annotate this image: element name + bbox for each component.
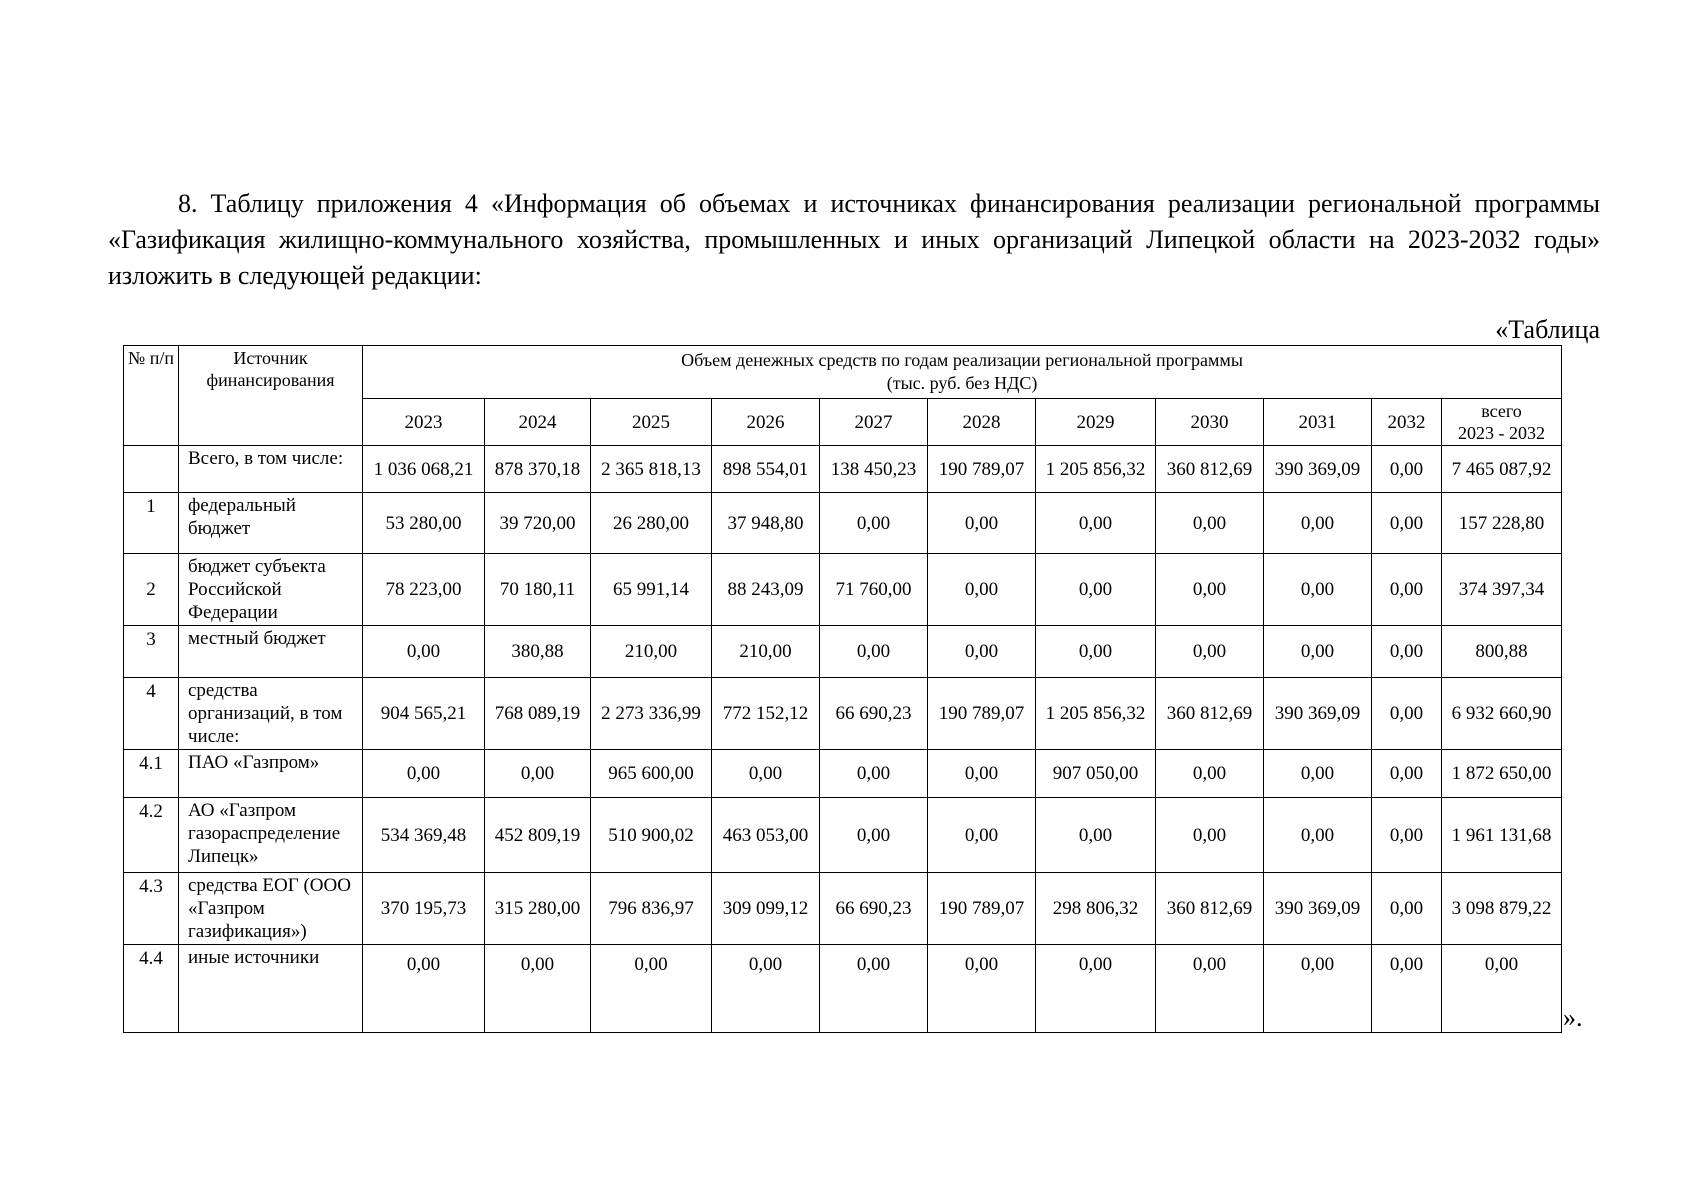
row-source: Всего, в том числе:: [179, 446, 363, 493]
value-cell: 71 760,00: [820, 554, 928, 626]
value-cell: 0,00: [1036, 945, 1156, 1033]
year-header: 2027: [820, 399, 928, 446]
value-cell: 0,00: [591, 945, 712, 1033]
value-cell: 534 369,48: [363, 798, 485, 873]
value-cell: 796 836,97: [591, 873, 712, 945]
table-row: [124, 678, 1562, 750]
value-cell: 0,00: [820, 626, 928, 678]
value-cell: 0,00: [363, 750, 485, 798]
header-volume-title: Объем денежных средств по годам реализации региональной программы: [681, 350, 1243, 370]
row-source: средства организаций, в том числе:: [179, 678, 363, 750]
value-cell: 70 180,11: [485, 554, 591, 626]
table-row: [124, 798, 1562, 873]
total-cell: 800,88: [1442, 626, 1562, 678]
value-cell: 0,00: [363, 626, 485, 678]
value-cell: 463 053,00: [712, 798, 820, 873]
value-cell: 0,00: [1036, 798, 1156, 873]
value-cell: 0,00: [1372, 873, 1442, 945]
value-cell: 210,00: [712, 626, 820, 678]
header-volume-units: (тыс. руб. без НДС): [886, 373, 1038, 393]
total-cell: 157 228,80: [1442, 493, 1562, 554]
value-cell: 390 369,09: [1264, 678, 1372, 750]
value-cell: 878 370,18: [485, 446, 591, 493]
value-cell: 965 600,00: [591, 750, 712, 798]
value-cell: 0,00: [1156, 626, 1264, 678]
value-cell: 0,00: [1156, 493, 1264, 554]
value-cell: 360 812,69: [1156, 678, 1264, 750]
value-cell: 0,00: [928, 554, 1036, 626]
table-row: [124, 493, 1562, 554]
year-header: 2024: [485, 399, 591, 446]
value-cell: 0,00: [1264, 750, 1372, 798]
value-cell: 0,00: [1372, 945, 1442, 1033]
total-cell: 0,00: [1442, 945, 1562, 1033]
value-cell: 360 812,69: [1156, 873, 1264, 945]
header-num: № п/п: [124, 346, 179, 446]
value-cell: 0,00: [1372, 678, 1442, 750]
value-cell: 360 812,69: [1156, 446, 1264, 493]
value-cell: 904 565,21: [363, 678, 485, 750]
value-cell: 0,00: [485, 750, 591, 798]
value-cell: 0,00: [928, 750, 1036, 798]
year-header: 2026: [712, 399, 820, 446]
total-cell: 1 872 650,00: [1442, 750, 1562, 798]
value-cell: 2 365 818,13: [591, 446, 712, 493]
value-cell: 65 991,14: [591, 554, 712, 626]
year-header: 2025: [591, 399, 712, 446]
value-cell: 0,00: [363, 945, 485, 1033]
value-cell: 0,00: [485, 945, 591, 1033]
value-cell: 1 036 068,21: [363, 446, 485, 493]
value-cell: 0,00: [1372, 798, 1442, 873]
value-cell: 370 195,73: [363, 873, 485, 945]
header-volume: [363, 346, 1562, 399]
value-cell: 53 280,00: [363, 493, 485, 554]
value-cell: 907 050,00: [1036, 750, 1156, 798]
header-source: Источник финансирования: [179, 346, 363, 446]
value-cell: 138 450,23: [820, 446, 928, 493]
value-cell: 298 806,32: [1036, 873, 1156, 945]
value-cell: 380,88: [485, 626, 591, 678]
value-cell: 0,00: [712, 945, 820, 1033]
value-cell: 2 273 336,99: [591, 678, 712, 750]
value-cell: 210,00: [591, 626, 712, 678]
value-cell: 78 223,00: [363, 554, 485, 626]
value-cell: 510 900,02: [591, 798, 712, 873]
value-cell: 0,00: [928, 798, 1036, 873]
year-header: 2028: [928, 399, 1036, 446]
row-number: 4.1: [124, 750, 179, 798]
table-row: [124, 554, 1562, 626]
row-number: 4: [124, 678, 179, 750]
table-row: [124, 626, 1562, 678]
value-cell: 0,00: [928, 626, 1036, 678]
value-cell: 190 789,07: [928, 873, 1036, 945]
row-source: ПАО «Газпром»: [179, 750, 363, 798]
value-cell: 390 369,09: [1264, 873, 1372, 945]
value-cell: 0,00: [1372, 493, 1442, 554]
value-cell: 0,00: [1264, 798, 1372, 873]
value-cell: 0,00: [928, 945, 1036, 1033]
value-cell: 0,00: [1372, 554, 1442, 626]
row-source: иные источники: [179, 945, 363, 1033]
table-row: [124, 873, 1562, 945]
value-cell: 1 205 856,32: [1036, 446, 1156, 493]
row-number: [124, 446, 179, 493]
value-cell: 390 369,09: [1264, 446, 1372, 493]
value-cell: 315 280,00: [485, 873, 591, 945]
total-cell: 374 397,34: [1442, 554, 1562, 626]
row-number: 4.4: [124, 945, 179, 1033]
total-cell: 3 098 879,22: [1442, 873, 1562, 945]
row-source: средства ЕОГ (ООО «Газпром газификация»): [179, 873, 363, 945]
value-cell: 0,00: [1372, 750, 1442, 798]
value-cell: 0,00: [1156, 798, 1264, 873]
value-cell: 0,00: [1264, 554, 1372, 626]
year-header: 2023: [363, 399, 485, 446]
value-cell: 0,00: [1156, 750, 1264, 798]
value-cell: 0,00: [928, 493, 1036, 554]
table-row: [124, 750, 1562, 798]
value-cell: 0,00: [820, 945, 928, 1033]
value-cell: 1 205 856,32: [1036, 678, 1156, 750]
total-cell: 7 465 087,92: [1442, 446, 1562, 493]
value-cell: 768 089,19: [485, 678, 591, 750]
value-cell: 0,00: [1036, 626, 1156, 678]
row-number: 3: [124, 626, 179, 678]
value-cell: 190 789,07: [928, 446, 1036, 493]
value-cell: 0,00: [1156, 554, 1264, 626]
value-cell: 0,00: [1264, 493, 1372, 554]
year-header: 2029: [1036, 399, 1156, 446]
row-source: местный бюджет: [179, 626, 363, 678]
value-cell: 452 809,19: [485, 798, 591, 873]
value-cell: 0,00: [1372, 446, 1442, 493]
financing-table: [123, 345, 1562, 1033]
intro-paragraph: 8. Таблицу приложения 4 «Информация об объемах и источниках финансирования реализации региональной программы «Газификация жилищно-коммунального хозяйства, промышленных и иных организаций Липецкой области на 2023-2032 годы» изложить в следующей редакции:: [108, 189, 1600, 290]
value-cell: 898 554,01: [712, 446, 820, 493]
value-cell: 0,00: [1036, 493, 1156, 554]
value-cell: 190 789,07: [928, 678, 1036, 750]
row-number: 4.2: [124, 798, 179, 873]
table-row: [124, 945, 1562, 1033]
value-cell: 772 152,12: [712, 678, 820, 750]
value-cell: 88 243,09: [712, 554, 820, 626]
row-source: федеральный бюджет: [179, 493, 363, 554]
value-cell: 66 690,23: [820, 873, 928, 945]
table-label: «Таблица: [1495, 315, 1600, 344]
total-header-label: всего: [1481, 401, 1522, 421]
table-row: [124, 446, 1562, 493]
value-cell: 26 280,00: [591, 493, 712, 554]
year-header: 2031: [1264, 399, 1372, 446]
value-cell: 0,00: [1264, 626, 1372, 678]
value-cell: 0,00: [1156, 945, 1264, 1033]
value-cell: 0,00: [1036, 554, 1156, 626]
value-cell: 0,00: [1372, 626, 1442, 678]
year-header: 2030: [1156, 399, 1264, 446]
row-number: 2: [124, 554, 179, 626]
value-cell: 0,00: [820, 798, 928, 873]
closing-quote: ».: [1563, 1003, 1583, 1032]
total-cell: 6 932 660,90: [1442, 678, 1562, 750]
row-source: АО «Газпром газораспределение Липецк»: [179, 798, 363, 873]
total-header: [1442, 399, 1562, 446]
row-source: бюджет субъекта Российской Федерации: [179, 554, 363, 626]
value-cell: 0,00: [820, 493, 928, 554]
value-cell: 0,00: [820, 750, 928, 798]
row-number: 4.3: [124, 873, 179, 945]
value-cell: 309 099,12: [712, 873, 820, 945]
value-cell: 0,00: [712, 750, 820, 798]
value-cell: 37 948,80: [712, 493, 820, 554]
value-cell: 66 690,23: [820, 678, 928, 750]
value-cell: 39 720,00: [485, 493, 591, 554]
total-cell: 1 961 131,68: [1442, 798, 1562, 873]
value-cell: 0,00: [1264, 945, 1372, 1033]
total-header-years: 2023 - 2032: [1458, 423, 1546, 443]
year-header: 2032: [1372, 399, 1442, 446]
row-number: 1: [124, 493, 179, 554]
